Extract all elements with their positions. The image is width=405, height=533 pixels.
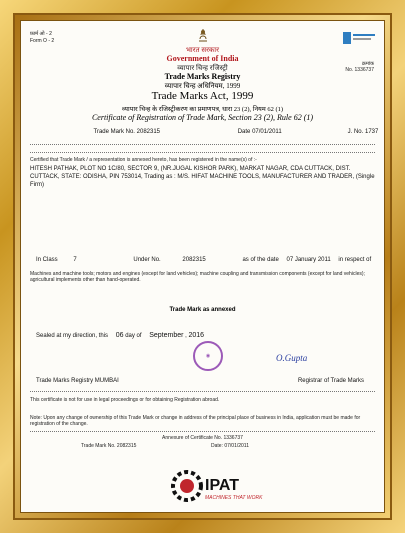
svg-text:MACHINES THAT WORK: MACHINES THAT WORK	[205, 495, 263, 501]
annexure-header: Annexure of Certificate No. 1336737	[162, 435, 243, 441]
act-english: Trade Marks Act, 1999	[151, 90, 254, 102]
ipat-logo-icon	[171, 468, 281, 504]
serial-block: क्रमांक No. 1336737	[345, 61, 374, 73]
registry-english: Trade Marks Registry	[164, 72, 241, 81]
goods-description: Machines and machine tools; motors and engines (except for land vehicles); machine coupling and transmission components (except for land vehicles); agricultural implements other than hand-operated.	[30, 271, 365, 283]
section-english: Certificate of Registration of Trade Mark, Section 23 (2), Rule 62 (1)	[91, 113, 314, 122]
annexure-date: Date: 07/01/2011	[211, 443, 249, 449]
divider	[30, 431, 375, 432]
registrar-signature: O.Gupta	[276, 353, 308, 363]
govt-hindi: भारत सरकार	[186, 46, 219, 54]
registrar-title: Registrar of Trade Marks	[297, 378, 364, 384]
frame-inner	[13, 13, 392, 520]
svg-text:IPAT: IPAT	[205, 477, 240, 494]
section-hindi: व्यापार चिन्ह के रजिस्ट्रीकरण का प्रमाणपत्र, धारा 23 (2), नियम 62 (1)	[121, 106, 284, 113]
trade-mark-annexed: Trade Mark as annexed	[169, 307, 236, 313]
act-hindi: व्यापार चिन्ह अधिनियम, 1999	[164, 82, 241, 90]
tm-details-row: Trade Mark No. 2082315 Date 07/01/2011 J. No. 1737	[93, 129, 379, 135]
divider	[30, 391, 375, 392]
ip-india-logo-icon	[342, 31, 376, 45]
registry-seal-icon: ◉	[193, 341, 223, 371]
sealed-row: Sealed at my direction, this 06 day of September , 2016	[36, 332, 205, 339]
emblem-icon	[196, 27, 210, 43]
form-label: फ़ार्म ओ - 2 Form O - 2	[30, 31, 55, 44]
certified-text: Certified that Trade Mark / a representation is annexed hereto, has been registered in the name(s) of :-	[30, 157, 257, 163]
footer-note: Note: Upon any change of ownership of this Trade Mark or change in address of the principal place of business in India, application must be made for registration of the change.	[30, 415, 361, 427]
registry-location: Trade Marks Registry MUMBAI	[36, 378, 119, 384]
annexure-tm: Trade Mark No. 2082315	[81, 443, 137, 449]
divider	[30, 144, 375, 145]
govt-english: Government of India	[166, 54, 239, 63]
proprietor-details: HITESH PATHAK, PLOT NO 1C/80, SECTOR 9, (NR.JUGAL KISHOR PARK), MARKAT NAGAR, CDA CUTTACK, DIST. CUTTACK, STATE: ODISHA, PIN 753014, Trading as : M/S. HIFAT MACHINE TOOLS, MANUFACTURER AND TRADER, (Single Firm)	[30, 166, 375, 188]
registry-hindi: व्यापार चिन्ह रजिस्ट्री	[177, 64, 228, 72]
divider	[30, 152, 375, 153]
class-row: In Class 7 Under No. 2082315 as of the date 07 January 2011 in respect of	[36, 257, 372, 263]
certificate-paper	[20, 20, 385, 513]
footer-notice: This certificate is not for use in legal proceedings or for obtaining Registration abroad.	[30, 397, 220, 403]
